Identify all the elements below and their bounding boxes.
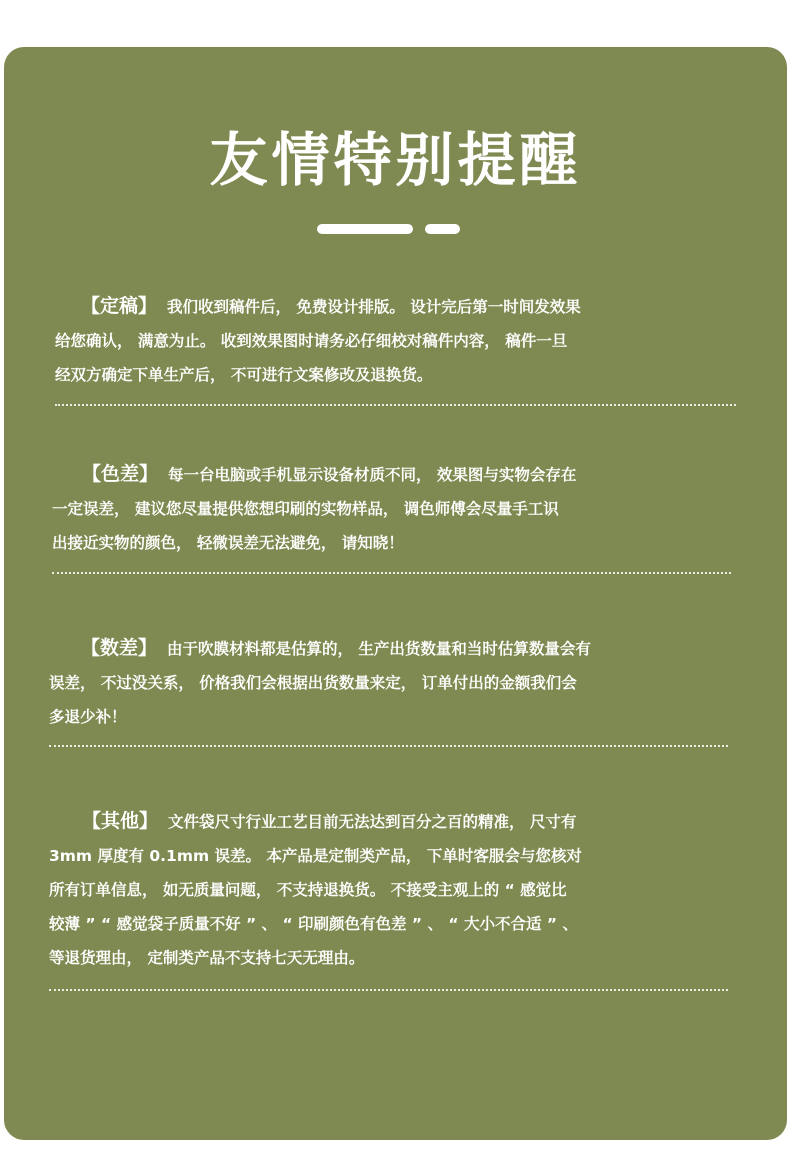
section-text-line: 每一台电脑或手机显示设备材质不同， 效果图与实物会存在 [168, 466, 577, 484]
section-text-line: 经双方确定下单生产后， 不可进行文案修改及退换货。 [55, 366, 433, 384]
section-text-line: 出接近实物的颜色， 轻微误差无法避免， 请知晓！ [52, 534, 404, 552]
section-text-line: 误差， 不过没关系， 价格我们会根据出货数量来定， 订单付出的金额我们会 [49, 674, 577, 692]
section-text-line: 文件袋尺寸行业工艺目前无法达到百分之百的精准， 尺寸有 [168, 813, 577, 831]
section-text-line: 我们收到稿件后， 免费设计排版。 设计完后第一时间发效果 [167, 298, 581, 316]
dotted-divider [55, 404, 736, 406]
section-finalization [55, 289, 581, 392]
dotted-divider [49, 989, 728, 991]
section-color-difference [52, 457, 576, 560]
dotted-divider [49, 745, 728, 747]
section-text-line: 一定误差， 建议您尽量提供您想印刷的实物样品， 调色师傅会尽量手工识 [52, 500, 559, 518]
section-quantity-difference [49, 631, 591, 734]
title-underline-short [425, 224, 460, 234]
page-title: 友情特别提醒 [209, 126, 582, 194]
section-text-line: 由于吹膜材料都是估算的， 生产出货数量和当时估算数量会有 [167, 640, 591, 658]
section-label: 【色差】 [82, 463, 159, 485]
notice-card [4, 47, 787, 1140]
section-label: 【定稿】 [81, 295, 158, 317]
section-text-line: 等退货理由， 定制类产品不支持七天无理由。 [49, 949, 365, 967]
dotted-divider [52, 572, 731, 574]
section-other [49, 804, 582, 975]
section-text-line: 较薄 ” “ 感觉袋子质量不好 ” 、 “ 印刷颜色有色差 ” 、 “ 大小不合适 ” 、 [49, 915, 578, 933]
section-text-line: 多退少补！ [49, 708, 127, 726]
section-label: 【其他】 [82, 810, 159, 832]
section-text-line: 3mm 厚度有 0.1mm 误差。 本产品是定制类产品， 下单时客服会与您核对 [49, 847, 582, 865]
title-underline-long [317, 224, 413, 234]
section-text-line: 给您确认， 满意为止。 收到效果图时请务必仔细校对稿件内容， 稿件一旦 [55, 332, 568, 350]
section-label: 【数差】 [81, 637, 158, 659]
section-text-line: 所有订单信息， 如无质量问题， 不支持退换货。 不接受主观上的 “ 感觉比 [49, 881, 567, 899]
